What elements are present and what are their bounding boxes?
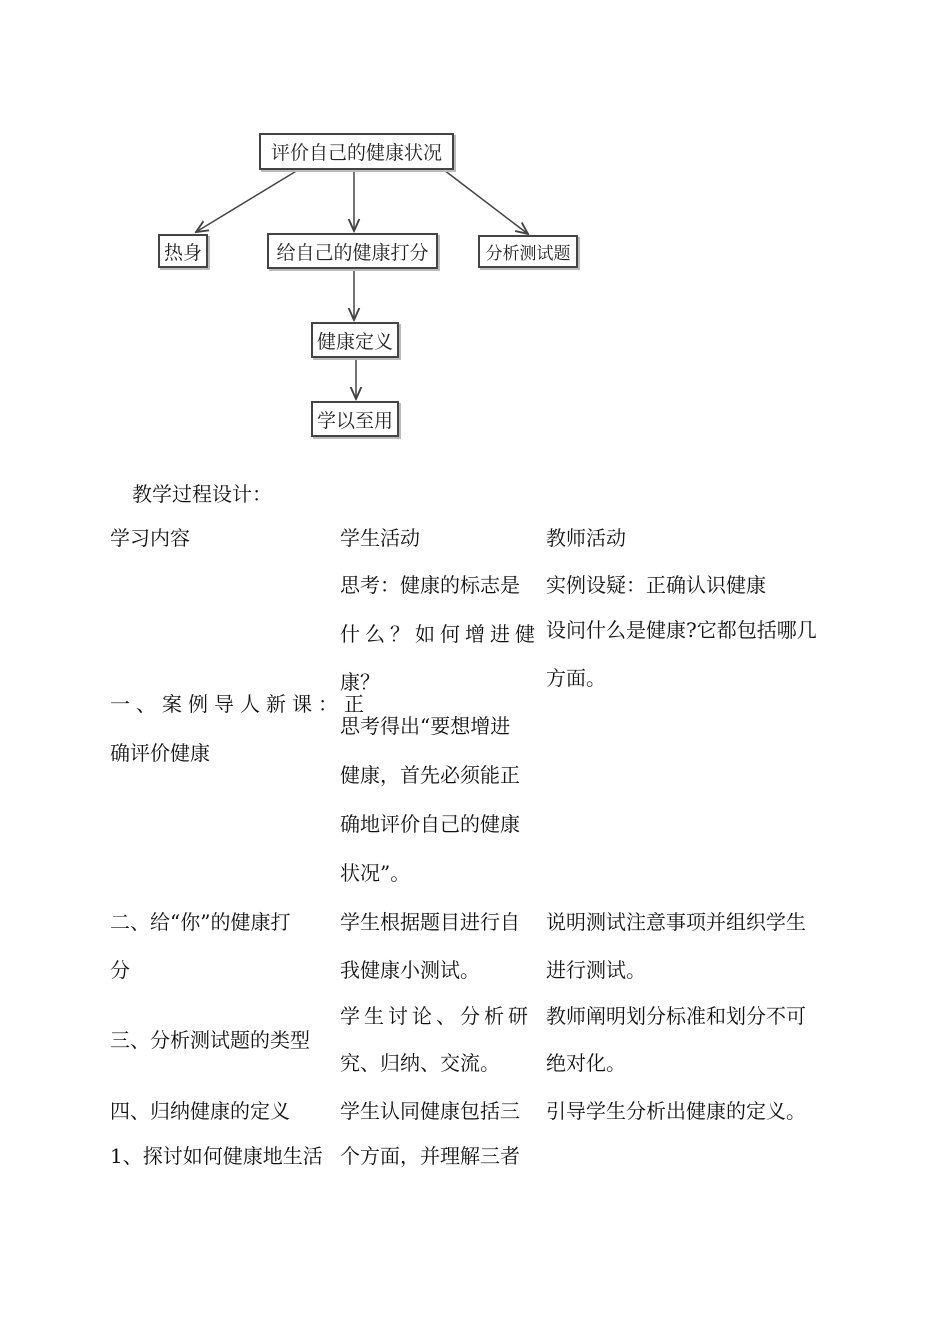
row1-student-line1: 思考：健康的标志是	[340, 573, 520, 597]
row3-content-line1: 三、分析测试题的类型	[110, 1028, 310, 1052]
row1-student-line5: 健康，首先必须能正	[340, 763, 520, 787]
row3-student-line1: 学生讨论、分析研	[340, 1004, 532, 1028]
row1-student-line3: 康？	[340, 670, 380, 694]
row1-student-line4: 思考得出“要想增进	[340, 714, 511, 738]
row4-content-line2: 1、探讨如何健康地生活	[110, 1144, 323, 1168]
row3-teacher-line2: 绝对化。	[546, 1051, 626, 1075]
row1-student-line7: 状况”。	[340, 861, 411, 885]
row2-student-line2: 我健康小测试。	[340, 958, 480, 982]
row1-teacher-line3: 方面。	[546, 666, 606, 690]
arrow-root-to-left	[196, 170, 298, 232]
row2-student-line1: 学生根据题目进行自	[340, 910, 520, 934]
header-content: 学习内容	[110, 526, 190, 550]
flow-box-definition: 健康定义	[311, 322, 399, 358]
row2-content-line2: 分	[110, 958, 130, 982]
header-student: 学生活动	[340, 526, 420, 550]
row4-student-line2: 个方面，并理解三者	[340, 1144, 520, 1168]
row4-content-line1: 四、归纳健康的定义	[110, 1099, 290, 1123]
row2-teacher-line2: 进行测试。	[546, 958, 646, 982]
row2-content-line1: 二、给“你”的健康打	[110, 910, 291, 934]
arrow-root-to-right	[444, 170, 528, 234]
flow-box-analyze: 分析测试题	[478, 235, 578, 268]
row1-teacher-line2: 设问什么是健康?它都包括哪几	[546, 618, 817, 642]
flow-box-apply: 学以至用	[311, 401, 399, 437]
row3-student-line2: 究、归纳、交流。	[340, 1051, 500, 1075]
flowchart-arrows	[0, 0, 950, 460]
row3-teacher-line1: 教师阐明划分标准和划分不可	[546, 1004, 806, 1028]
row1-student-line2: 什么？如何增进健	[340, 622, 540, 646]
flow-box-score: 给自己的健康打分	[267, 233, 438, 269]
flow-box-root: 评价自己的健康状况	[259, 133, 454, 170]
row1-content-line1: 一、案例导人新课：正	[110, 692, 370, 716]
row1-teacher-line1: 实例设疑：正确认识健康	[546, 573, 766, 597]
row2-teacher-line1: 说明测试注意事项并组织学生	[546, 910, 806, 934]
row4-student-line1: 学生认同健康包括三	[340, 1099, 520, 1123]
flow-box-warmup: 热身	[158, 234, 208, 268]
row1-student-line6: 确地评价自己的健康	[340, 812, 520, 836]
row1-content-line2: 确评价健康	[110, 741, 210, 765]
header-teacher: 教师活动	[546, 526, 626, 550]
section-title: 教学过程设计：	[132, 482, 272, 506]
row4-teacher-line1: 引导学生分析出健康的定义。	[546, 1099, 806, 1123]
